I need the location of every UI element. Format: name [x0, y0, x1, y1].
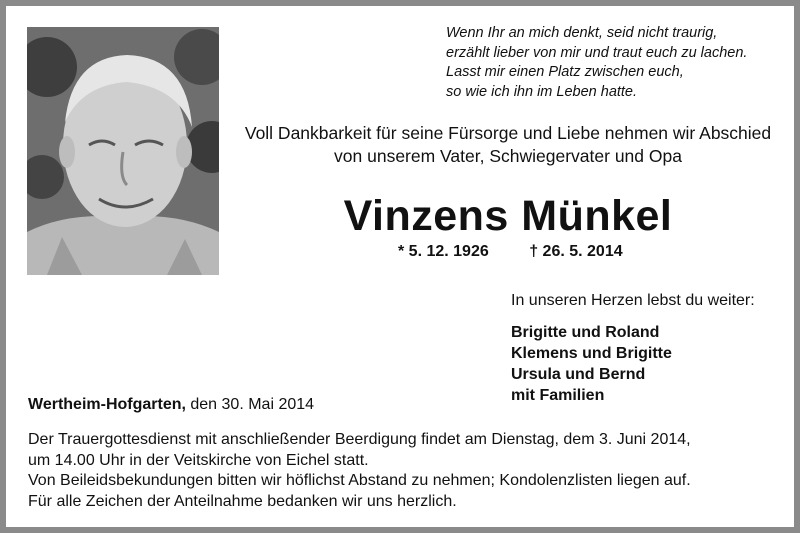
mourners-heading: In unseren Herzen lebst du weiter:: [511, 292, 755, 309]
date: den 30. Mai 2014: [185, 396, 315, 413]
funeral-notice: [28, 430, 788, 512]
poem-line: so wie ich ihn im Leben hatte.: [446, 83, 638, 100]
deceased-name: Vinzens Münkel: [343, 192, 673, 240]
portrait-photo: [27, 27, 219, 275]
poem: [446, 24, 786, 102]
mourners-list: [511, 322, 672, 406]
mourner-name: Ursula und Bernd: [511, 366, 646, 383]
intro-line: von unserem Vater, Schwiegervater und Opa: [334, 146, 682, 166]
mourner-name: mit Familien: [511, 387, 605, 404]
life-dates: [398, 242, 623, 262]
intro-line: Voll Dankbarkeit für seine Fürsorge und Liebe nehmen wir Abschied: [244, 123, 772, 143]
portrait-illustration: [27, 27, 219, 275]
notice-line: um 14.00 Uhr in der Veitskirche von Eichel statt.: [28, 451, 369, 469]
obituary-card: [6, 6, 794, 527]
notice-line: Für alle Zeichen der Anteilnahme bedanken wir uns herzlich.: [28, 492, 457, 510]
notice-line: Von Beileidsbekundungen bitten wir höflichst Abstand zu nehmen; Kondolenzlisten liegen auf.: [28, 472, 691, 489]
farewell-intro: [238, 122, 778, 168]
place-date: [28, 395, 314, 415]
notice-line: Der Trauergottesdienst mit anschließender Beerdigung findet am Dienstag, dem 3. Juni 2014,: [28, 431, 691, 448]
mourner-name: Brigitte und Roland: [511, 324, 660, 341]
poem-line: erzählt lieber von mir und traut euch zu lachen.: [446, 44, 748, 61]
death-date: † 26. 5. 2014: [529, 243, 623, 260]
poem-line: Lasst mir einen Platz zwischen euch,: [446, 64, 684, 80]
mourner-name: Klemens und Brigitte: [511, 345, 672, 362]
poem-line: Wenn Ihr an mich denkt, seid nicht traurig,: [446, 25, 718, 41]
place: Wertheim-Hofgarten,: [28, 396, 186, 413]
birth-date: * 5. 12. 1926: [398, 243, 489, 260]
